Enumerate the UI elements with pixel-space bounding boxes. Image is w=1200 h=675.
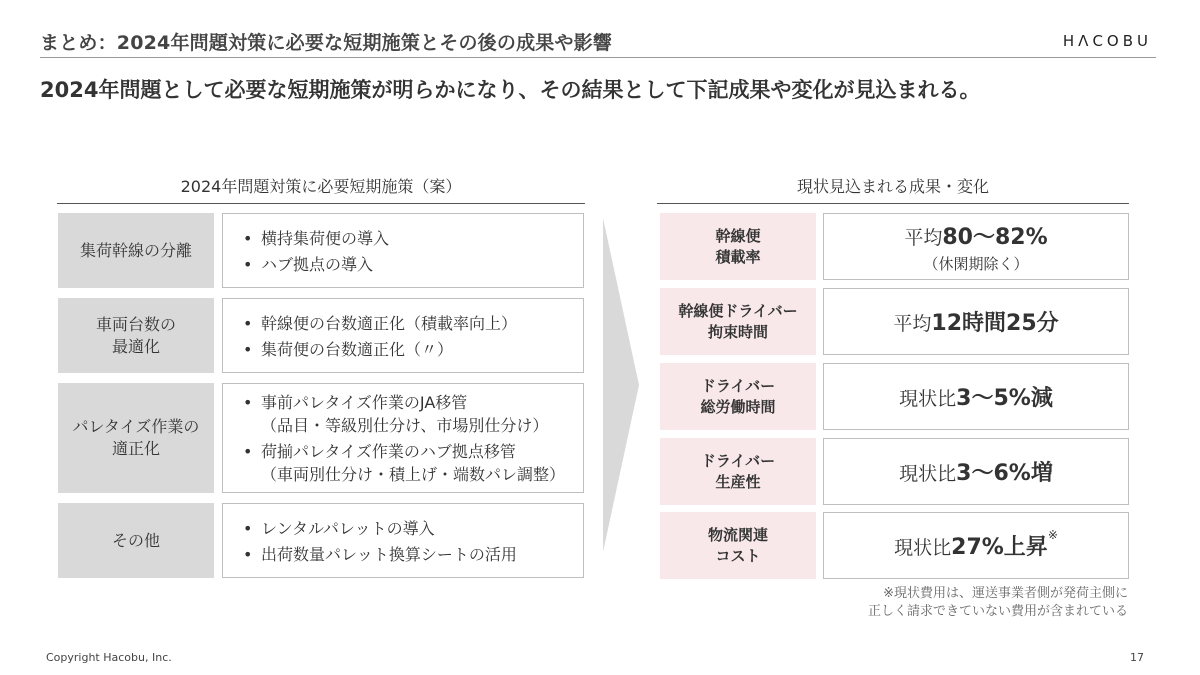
left-column-heading: 2024年問題対策に必要短期施策（案）	[57, 174, 585, 204]
outcome-prefix: 現状比	[899, 388, 957, 410]
outcome-value-line	[899, 381, 1053, 412]
footnote-mark: ※	[1047, 528, 1058, 542]
outcome-value-box-1	[823, 213, 1129, 280]
measure-bullet: • 出荷数量パレット換算シートの活用	[239, 543, 573, 566]
measure-bullet: • 横持集荷便の導入	[239, 227, 573, 250]
measure-bullet: • 事前パレタイズ作業のJA移管 （品目・等級別仕分け、市場別仕分け）	[239, 391, 573, 437]
measure-bullet: • 荷揃パレタイズ作業のハブ拠点移管 （車両別仕分け・積上げ・端数パレ調整）	[239, 440, 573, 486]
outcome-value-box-5	[823, 512, 1129, 579]
measure-bullet: • 幹線便の台数適正化（積載率向上）	[239, 312, 573, 335]
outcome-category-1: 幹線便 積載率	[660, 213, 816, 280]
header-divider	[40, 57, 1156, 58]
measure-box-2	[222, 298, 584, 373]
outcome-value: 27%上昇	[951, 535, 1048, 560]
company-logo: HΛCOBU	[1062, 32, 1152, 50]
outcome-value: 3〜5%減	[956, 386, 1053, 411]
right-column-heading: 現状見込まれる成果・変化	[657, 174, 1129, 204]
outcome-category-2: 幹線便ドライバー 拘束時間	[660, 288, 816, 355]
footnote: ※現状費用は、運送事業者側が発荷主側に 正しく請求できていない費用が含まれている	[867, 586, 1128, 619]
outcome-prefix: 平均	[904, 226, 943, 249]
outcome-prefix: 現状比	[899, 463, 957, 485]
page-header-title: まとめ：2024年問題対策に必要な短期施策とその後の成果や影響	[40, 32, 613, 54]
outcome-value-line	[899, 456, 1053, 487]
measure-box-4	[222, 503, 584, 578]
copyright-text: Copyright Hacobu, Inc.	[46, 651, 172, 664]
outcome-value-line	[904, 220, 1047, 251]
measure-bullet: • 集荷便の台数適正化（〃）	[239, 338, 573, 361]
outcome-value: 80〜82%	[942, 224, 1048, 250]
measure-bullet: • ハブ拠点の導入	[239, 253, 573, 276]
outcome-value-box-4	[823, 438, 1129, 505]
outcome-category-3: ドライバー 総労働時間	[660, 363, 816, 430]
outcome-value: 3〜6%増	[956, 461, 1053, 486]
outcome-value: 12時間25分	[931, 311, 1059, 336]
outcome-note: （休閑期除く）	[923, 254, 1029, 273]
measure-bullet: • レンタルパレットの導入	[239, 517, 573, 540]
chevron-right-arrow-icon	[603, 218, 639, 552]
outcome-prefix: 現状比	[894, 537, 952, 559]
measure-category-4: その他	[58, 503, 214, 578]
outcome-value-line	[894, 530, 1058, 561]
outcome-category-4: ドライバー 生産性	[660, 438, 816, 505]
slide-subtitle: 2024年問題として必要な短期施策が明らかになり、その結果として下記成果や変化が見込まれる。	[40, 78, 981, 102]
outcome-value-box-3	[823, 363, 1129, 430]
measure-category-2: 車両台数の 最適化	[58, 298, 214, 373]
measure-box-1	[222, 213, 584, 288]
outcome-value-box-2	[823, 288, 1129, 355]
measure-category-3: パレタイズ作業の 適正化	[58, 383, 214, 493]
outcome-category-5: 物流関連 コスト	[660, 512, 816, 579]
measure-box-3	[222, 383, 584, 493]
page-number: 17	[1130, 651, 1144, 664]
outcome-prefix: 平均	[893, 313, 932, 335]
outcome-value-line	[893, 306, 1058, 337]
measure-category-1: 集荷幹線の分離	[58, 213, 214, 288]
